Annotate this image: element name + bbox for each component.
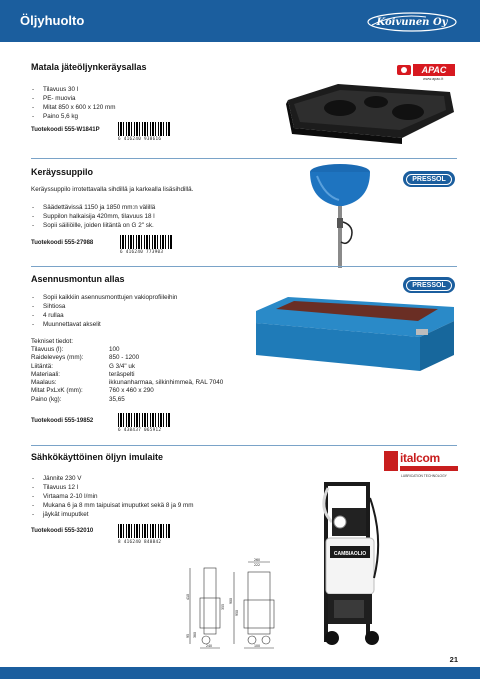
bullets-4 <box>31 474 271 519</box>
barcode-2 <box>120 235 172 249</box>
barcode-number-2: 6 416240 773903 <box>120 250 164 255</box>
list-item: - 4 rullaa <box>31 311 231 320</box>
svg-text:950: 950 <box>235 609 239 616</box>
section-title-2: Keräyssuppilo <box>31 167 94 177</box>
pressol-logo: PRESSOL <box>403 171 455 187</box>
drip-tray-image <box>278 78 458 148</box>
bullets-3 <box>31 293 231 329</box>
product-code-2: Tuotekoodi 555-27988 <box>31 240 94 246</box>
oil-extractor-image <box>314 478 386 650</box>
funnel-image <box>305 160 385 270</box>
list-item: - Sihtiosa <box>31 302 231 311</box>
list-item: - Säädettävissä 1150 ja 1850 mm:n välillä <box>31 203 271 212</box>
barcode-4 <box>118 524 170 538</box>
barcode-number-3: 6 438437 065912 <box>118 428 162 433</box>
list-item: - Paino 5,6 kg <box>31 112 201 121</box>
spec-row: Materiaali: teräspelti <box>31 370 135 378</box>
spec-row: Maalaus: ikkunanharmaa, silkinhimmeä, RAL 7040 <box>31 379 224 387</box>
spec-row: Liitäntä: G 3/4" uk <box>31 362 136 370</box>
divider <box>31 445 457 446</box>
svg-text:240: 240 <box>206 644 213 648</box>
barcode-3 <box>118 413 170 427</box>
list-item: - Jännite 230 V <box>31 474 271 483</box>
barcode-1 <box>118 122 170 136</box>
svg-text:95: 95 <box>186 633 190 638</box>
italcom-logo: italcom LUBRICATION TECHNOLOGY <box>384 451 458 481</box>
spec-row: Paino (kg): 35,65 <box>31 395 125 403</box>
apac-wordmark: APAC <box>413 64 455 76</box>
list-item: - Suppilon halkaisija 420mm, tilavuus 18 l <box>31 212 271 221</box>
list-item: - Virtaama 2-10 l/min <box>31 492 271 501</box>
barcode-number-4: 8 416240 848842 <box>118 540 162 545</box>
spec-row: Tilavuus (l): 100 <box>31 346 120 353</box>
technical-drawing <box>186 558 286 650</box>
product-code-4: Tuotekoodi 555-32010 <box>31 528 94 534</box>
list-item: - Sopii säiliöille, joiden liitäntä on G 2" sk. <box>31 221 271 230</box>
spec-row: Raideleveys (mm): 850 - 1200 <box>31 354 140 362</box>
svg-text:380: 380 <box>193 631 197 638</box>
divider <box>31 266 457 267</box>
svg-text:222: 222 <box>254 563 261 567</box>
svg-text:355: 355 <box>221 603 225 610</box>
pit-tray-image <box>248 293 460 373</box>
apac-url: www.apac.it <box>423 77 444 81</box>
list-item: - Tilavuus 12 l <box>31 483 271 492</box>
svg-text:CAMBIAOLIO: CAMBIAOLIO <box>333 551 367 557</box>
pressol-logo: PRESSOL <box>403 277 455 293</box>
bullets-2 <box>31 203 271 230</box>
section-title-4: Sähkökäyttöinen öljyn imulaite <box>31 452 164 462</box>
svg-text:260: 260 <box>254 558 261 562</box>
svg-text:410: 410 <box>186 593 190 600</box>
list-item: - Sopii kaikkiin asennusmonttujen vakioprofiileihin <box>31 293 231 302</box>
product-code-1: Tuotekoodi 555-W1841P <box>31 127 100 133</box>
koivunen-logo <box>366 9 458 35</box>
apac-mark-icon <box>397 65 411 75</box>
list-item: - Mitat 850 x 600 x 120 mm <box>31 103 201 112</box>
svg-text:900: 900 <box>229 597 233 604</box>
barcode-number-1: 6 416240 938616 <box>118 137 162 142</box>
brand-text: Koivunen Oy <box>376 17 448 28</box>
spec-row: Mitat PxLxK (mm): 760 x 460 x 290 <box>31 387 154 395</box>
product-code-3: Tuotekoodi 555-19852 <box>31 418 94 424</box>
section-title-3: Asennusmontun allas <box>31 274 125 284</box>
page-footer <box>0 667 480 679</box>
specs-title: Tekniset tiedot: <box>31 338 74 345</box>
list-item: - PE- muovia <box>31 94 201 103</box>
italcom-mark-icon <box>384 451 398 471</box>
bullets-1 <box>31 85 201 121</box>
list-item-continuation: - jäykät imuputket <box>31 510 271 519</box>
list-item: - Muunnettavat akselit <box>31 320 231 329</box>
svg-text:100: 100 <box>254 644 261 648</box>
divider <box>31 158 457 159</box>
specs-table <box>31 346 271 404</box>
page-number: 21 <box>449 655 458 664</box>
list-item: - Mukana 6 ja 8 mm taipuisat imuputket sekä 8 ja 9 mm <box>31 501 271 510</box>
intro-text: Keräyssuppilo irrotettavalla sihdillä ja karkealla lisäsihdillä. <box>31 186 194 193</box>
page-title: Öljyhuolto <box>20 13 85 28</box>
section-title-1: Matala jäteöljynkeräysallas <box>31 62 147 72</box>
list-item: - Tilavuus 30 l <box>31 85 201 94</box>
